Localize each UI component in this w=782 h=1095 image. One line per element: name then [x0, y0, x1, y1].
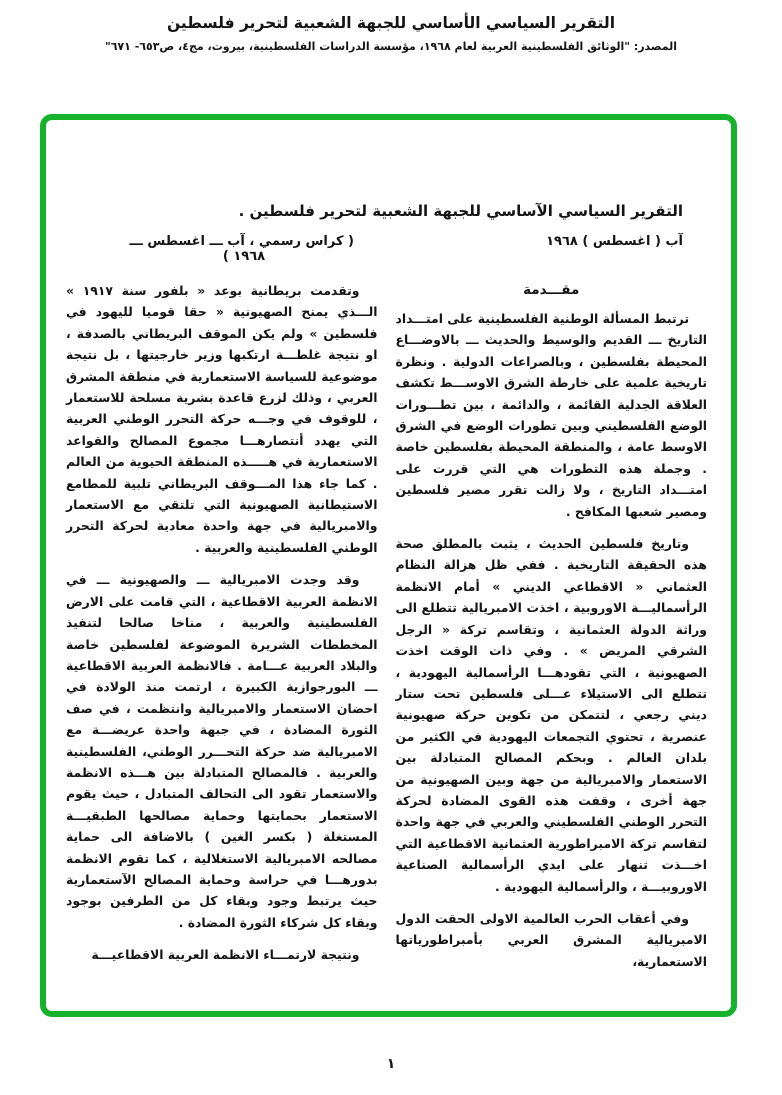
date-right: آب ( اغسطس ) ١٩٦٨	[546, 234, 683, 249]
document-title: التقرير السياسي الآساسي للجبهة الشعبية لتحرير فلسطين .	[238, 202, 683, 220]
document-body	[46, 120, 731, 983]
paragraph: ترتبط المسألة الوطنية الفلسطينية على امتـــداد التاريخ ـــ القديم والوسيط والحديث ـــ بالاوضـــاع المحيطة بفلسطين ، وبالصراعات الدولية . ونظرة تاريخية علمية على خارطة الشرق الاوســـط تكشف العلاقة الجدلية القائمة ، والدائمة ، بين تطـــورات الوضع الفلسطيني وبين تطورات الوضع في الشرق الاوسط عامة ، والمنطقة المحيطة بفلسطين خاصة . وجملة هذه التطورات هي التي قررت على امتـــداد التاريخ ، ولا زالت تقرر مصير فلسطين ومصير شعبها المكافح .	[395, 311, 707, 519]
two-column-text	[66, 280, 707, 983]
paragraph: وتاريخ فلسطين الحديث ، يثبت بالمطلق صحة هذه الحقيقة التاريخية . ففي ظل هزالة النظام العثماني « الاقطاعي الديني » أمام الانظمة الرأسماليـــة الاوروبية ، اخذت الامبريالية تتطلع الى وراثة الدولة العثمانية ، وتقاسم تركة « الرجل الشرقي المريض » . وفي ذات الوقت اخذت الصهيونية ، التي تقودهـــا الرأسمالية اليهودية ، تتطلع الى الاستيلاء عـــلى فلسطين تحت ستار ديني رجعي ، لتتمكن من تكوين حركة صهيونية عنصرية ، تحتوي التجمعات اليهودية في الكثير من بلدان العالم . وبحكم المصالح المتبادلة بين الاستعمار والامبريالية من جهة وبين الصهيونية من جهة أخرى ، وقفت هذه القوى المضادة لحركة التحرر الوطني الفلسطيني والعربي في جهة واحدة لتقاسم تركة الامبراطورية العثمانية الاقطاعية التي اخـــذت تنهار على ايدي الرأسمالية الصناعية الاوروبيـــة ، والرأسمالية اليهودية .	[395, 536, 707, 894]
introduction-heading: مقـــدمة	[523, 282, 580, 298]
date-row	[66, 234, 707, 264]
column-left	[66, 280, 378, 983]
column-right	[396, 280, 708, 983]
paragraph: وفي أعقاب الحرب العالمية الاولى الحقت الدول الامبريالية المشرق العربي بأمبراطورياتها الاستعمارية،	[395, 910, 707, 969]
paragraph: وقد وجدت الامبريالية ـــ والصهيونية ـــ في الانظمة العربية الاقطاعية ، التي قامت على الارض الفلسطينية والعربية ، مناخا صالحا لتنفيذ المخططات الشريرة الموضوعة لفلسطين خاصة والبلاد العربية عـــامة . فالانظمة العربية الاقطاعية ـــ البورجوازية الكبيرة ، ارتمت منذ الولادة في احضان الاستعمار والامبريالية وانتظمت ، في صف الثورة المضادة ، في جبهة واحدة عريضـــة مع الامبريالية ضد حركة التحـــرر الوطني، الفلسطينية والعربية . فالمصالح المتبادلة بين هـــذه الانظمة والاستعمار تقود الى التحالف المتبادل ، حيث يقوم الاستعمار بحمايتها وحماية مصالحها الطبقيـــة المستغلة ( بكسر الغين ) بالاضافة الى حماية مصالحه الامبريالية الاستغلالية ، كما تقوم الانظمة بدورهـــا في حراسة وحماية المصالح الآستعمارية حيث يرتبط وجود وبقاء كل من الطرفين بوجود وبقاء كل شركاء الثورة المضادة .	[66, 572, 378, 930]
paragraph: ونتيجة لارتمـــاء الانظمة العربية الاقطاعيـــة	[91, 947, 360, 963]
header-source-citation: المصدر: "الوثائق الفلسطينية العربية لعام ١٩٦٨، مؤسسة الدراسات الفلسطينية، بيروت، مج٤، ص٦٥٣- ٦٧١"	[104, 40, 678, 53]
paragraph: وتقدمت بريطانية بوعد « بلفور سنة ١٩١٧ » الـــذي يمنح الصهيونية « حقا قوميا لليهود في فلسطين » ولم يكن الموقف البريطاني بالصدفة ، او نتيجة غلطـــة ارتكبها وزير خارجيتها ، بل نتيجة موضوعية للسياسة الاستعمارية في منطقة المشرق العربي ، وذلك لزرع قاعدة بشرية مسلحة للاستعمار ، للوقوف في وجـــه حركة التحرر الوطني العربية التي يهدد أنتصارهـــا مجموع المصالح والقواعد الاستعمارية في هـــــذه المنطقة الحيوية من العالم . كما جاء هذا المـــوقف البريطاني تلبية للمطامع الاستيطانية الصهيونية التي تلتقي مع الاستعمار والامبريالية في جهة واحدة معادية لحركة التحرر الوطني الفلسطينية والعربية .	[66, 283, 378, 555]
header-title: التقرير السياسي الأساسي للجبهة الشعبية لتحرير فلسطين	[166, 14, 616, 32]
page-header	[0, 14, 782, 53]
page-number: ١	[386, 1056, 396, 1072]
green-border-frame	[40, 114, 737, 1017]
date-left-line1: ( كراس رسمي ، آب ـــ اغسطس ـــ	[129, 234, 354, 249]
date-left	[74, 234, 354, 264]
date-left-line2: ١٩٦٨ )	[222, 249, 266, 264]
